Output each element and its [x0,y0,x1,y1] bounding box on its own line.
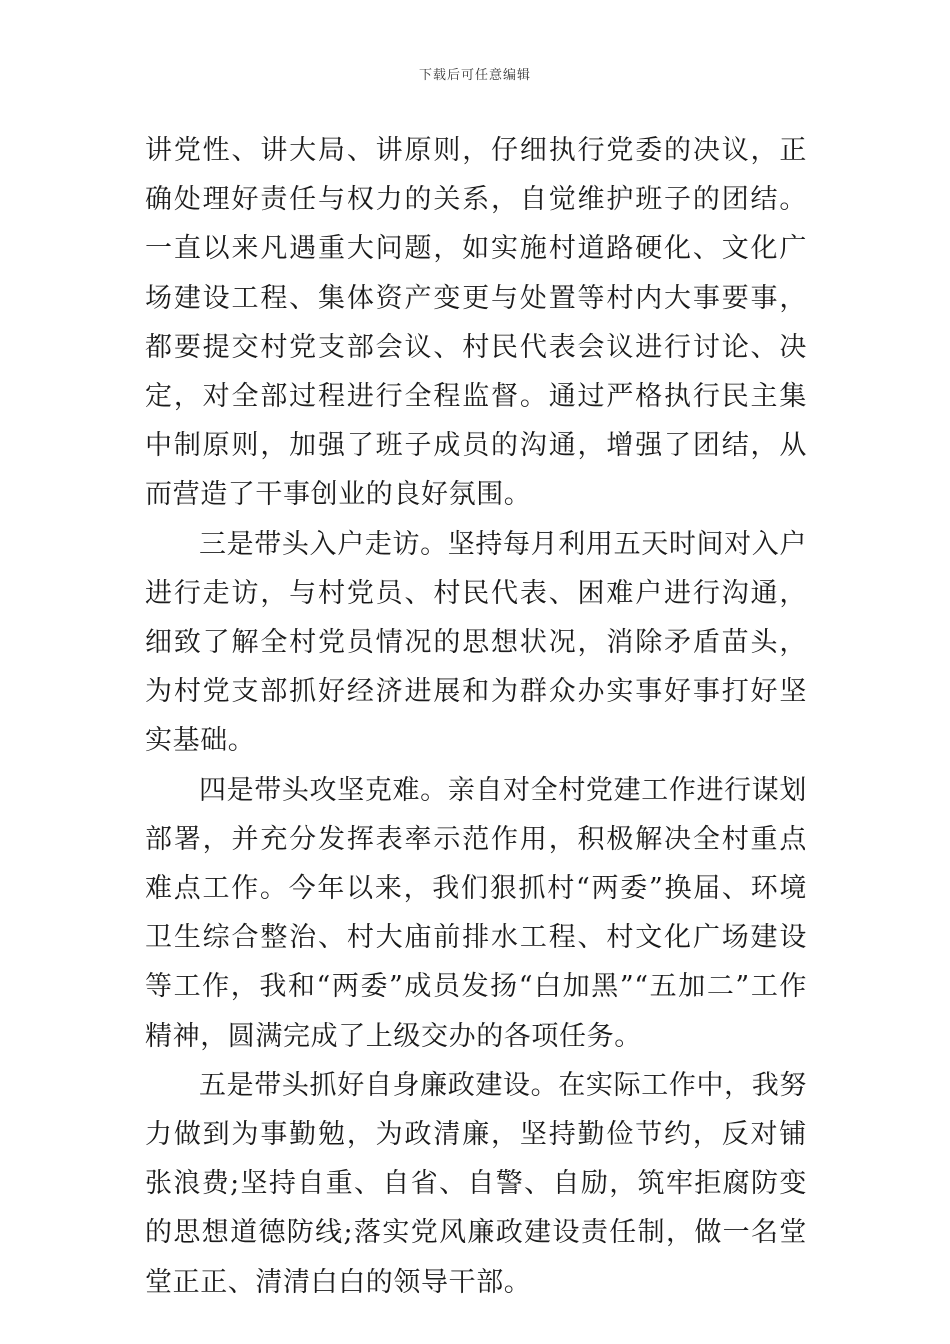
paragraph-home-visits: 三是带头入户走访。坚持每月利用五天时间对入户进行走访，与村党员、村民代表、困难户进行沟通，细致了解全村党员情况的思想状况，消除矛盾苗头，为村党支部抓好经济进展和为群众办实事好事打好坚实基础。 [145,528,807,757]
paragraph-continuation: 讲党性、讲大局、讲原则，仔细执行党委的决议，正确处理好责任与权力的关系，自觉维护班子的团结。一直以来凡遇重大问题，如实施村道路硬化、文化广场建设工程、集体资产变更与处置等村内大事要事，都要提交村党支部会议、村民代表会议进行讨论、决定，对全部过程进行全程监督。通过严格执行民主集中制原则，加强了班子成员的沟通，增强了团结，从而营造了干事创业的良好氛围。 [145,135,807,511]
paragraph-integrity-building: 五是带头抓好自身廉政建设。在实际工作中，我努力做到为事勤勉，为政清廉，坚持勤俭节约，反对铺张浪费;坚持自重、自省、自警、自励，筑牢拒腐防变的思想道德防线;落实党风廉政建设责任制，做一名堂堂正正、清清白白的领导干部。 [145,1069,807,1298]
page-header: 下载后可任意编辑 [418,68,531,83]
paragraph-tackling-difficulties: 四是带头攻坚克难。亲自对全村党建工作进行谋划部署，并充分发挥表率示范作用，积极解决全村重点难点工作。今年以来，我们狠抓村“两委”换届、环境卫生综合整治、村大庙前排水工程、村文化广场建设等工作，我和“两委”成员发扬“白加黑”“五加二”工作精神，圆满完成了上级交办的各项任务。 [145,774,807,1052]
document-body [145,126,807,1307]
